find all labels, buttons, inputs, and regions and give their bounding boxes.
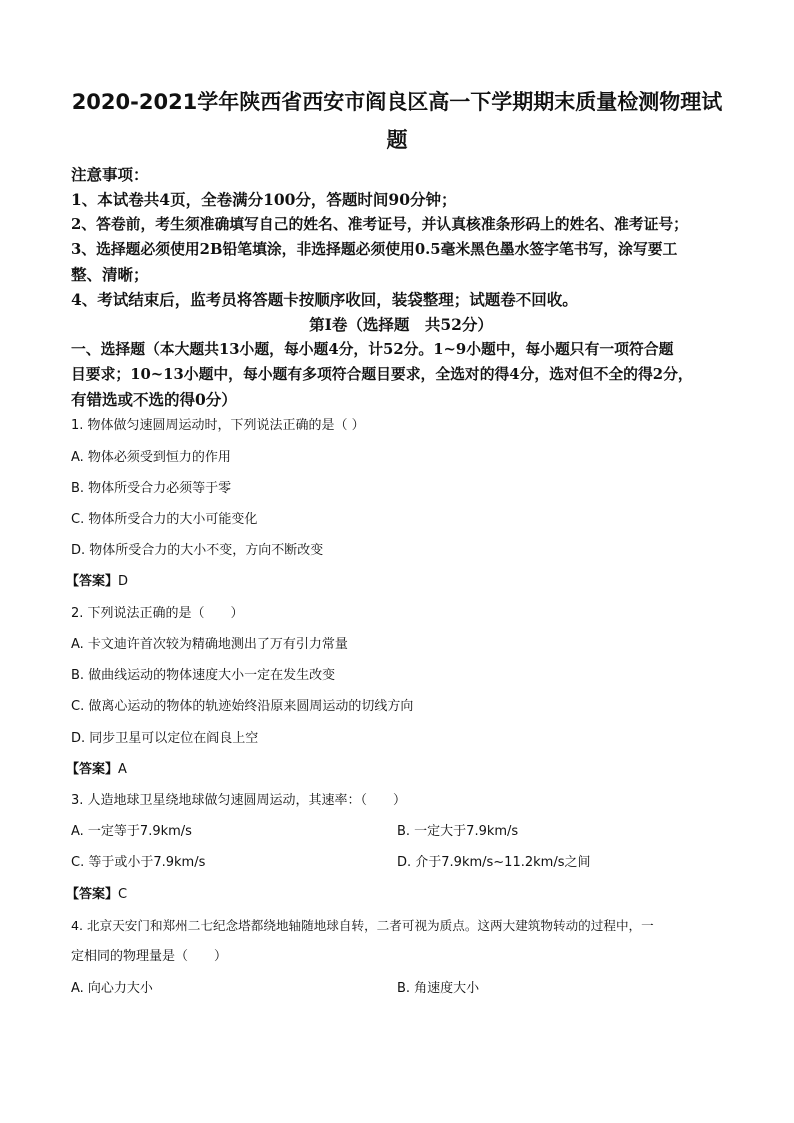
question-1-option-a: A. 物体必须受到恒力的作用 (71, 450, 231, 465)
question-2-option-d: D. 同步卫星可以定位在阎良上空 (71, 731, 259, 746)
exam-title-line1: 2020-2021学年陕西省西安市阎良区高一下学期期末质量检测物理试 (71, 90, 723, 114)
answer-value: C (118, 887, 128, 902)
question-2-stem: 2. 下列说法正确的是（ ） (71, 606, 244, 621)
answer-label: 【答案】 (66, 762, 119, 777)
section-intro-line2: 目要求；10~13小题中，每小题有多项符合题目要求，全选对的得4分，选对但不全的得2分， (71, 366, 693, 383)
notes-item-1: 1、本试卷共4页，全卷满分100分，答题时间90分钟； (71, 190, 457, 209)
question-1-option-b: B. 物体所受合力必须等于零 (71, 481, 232, 496)
answer-value: D (118, 574, 129, 589)
question-2-option-c: C. 做离心运动的物体的轨迹始终沿原来圆周运动的切线方向 (71, 699, 414, 714)
question-4-stem-line1: 4. 北京天安门和郑州二七纪念塔都绕地轴随地球自转，二者可视为质点。这两大建筑物转动的过程中，一 (71, 918, 654, 933)
notes-item-3-cont: 整、清晰； (71, 265, 149, 284)
question-2-option-b: B. 做曲线运动的物体速度大小一定在发生改变 (71, 668, 336, 683)
question-3-answer (66, 885, 726, 905)
exam-title-line2: 题 (386, 128, 408, 152)
question-4-option-a: A. 向心力大小 (71, 981, 153, 996)
notes-item-3: 3、选择题必须使用2B铅笔填涂，非选择题必须使用0.5毫米黑色墨水签字笔书写，涂写要工 (71, 241, 678, 258)
question-3-option-c: C. 等于或小于7.9km/s (71, 855, 206, 870)
answer-value: A (118, 762, 127, 777)
question-4-stem-line2: 定相同的物理量是（ ） (71, 949, 228, 964)
question-3-stem: 3. 人造地球卫星绕地球做匀速圆周运动，其速率：（ ） (71, 793, 407, 808)
question-3-option-d: D. 介于7.9km/s~11.2km/s之间 (397, 855, 591, 870)
question-3-option-a: A. 一定等于7.9km/s (71, 824, 192, 839)
section-intro-line3: 有错选或不选的得0分） (71, 390, 237, 409)
answer-label: 【答案】 (66, 887, 119, 902)
question-2-answer (66, 760, 726, 780)
question-3-option-b: B. 一定大于7.9km/s (397, 824, 519, 839)
notes-item-2: 2、答卷前，考生须准确填写自己的姓名、准考证号，并认真核准条形码上的姓名、准考证号； (71, 216, 688, 233)
notes-item-4: 4、考试结束后，监考员将答题卡按顺序收回，装袋整理；试题卷不回收。 (71, 290, 578, 309)
answer-label: 【答案】 (66, 574, 119, 589)
question-4-option-b: B. 角速度大小 (397, 981, 480, 996)
notes-heading: 注意事项： (71, 165, 149, 184)
question-1-option-c: C. 物体所受合力的大小可能变化 (71, 512, 258, 527)
question-1-option-d: D. 物体所受合力的大小不变，方向不断改变 (71, 543, 324, 558)
section-heading: 第Ⅰ卷（选择题 共52分） (309, 315, 493, 334)
section-intro-line1: 一、选择题（本大题共13小题，每小题4分，计52分。1~9小题中，每小题只有一项符合题 (71, 341, 674, 358)
question-1-answer (66, 572, 726, 592)
question-2-option-a: A. 卡文迪许首次较为精确地测出了万有引力常量 (71, 637, 348, 652)
question-1-stem: 1. 物体做匀速圆周运动时，下列说法正确的是（ ） (71, 418, 365, 433)
